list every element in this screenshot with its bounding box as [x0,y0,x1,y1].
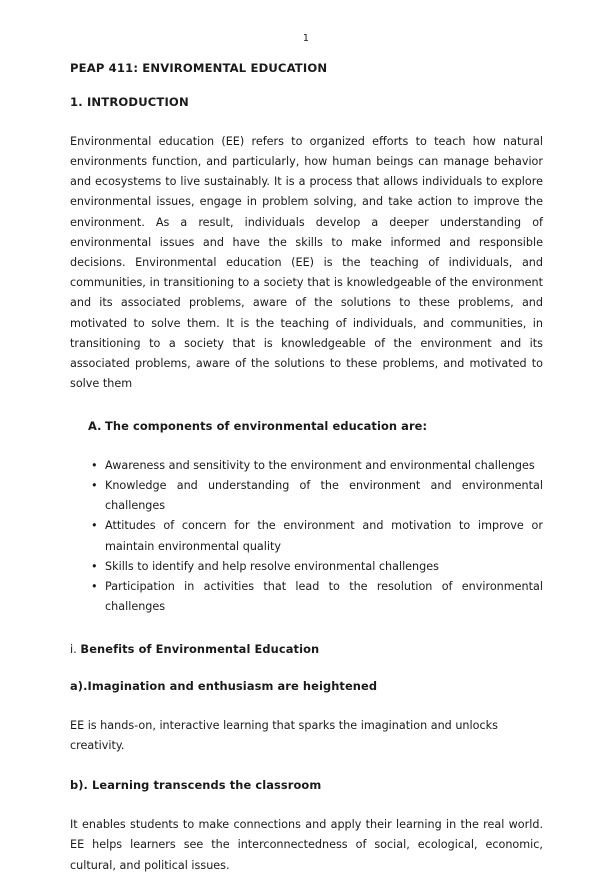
spacer [70,657,543,679]
spacer [70,434,543,456]
subsection-a-heading: a).Imagination and enthusiasm are heightened [70,679,378,694]
spacer [70,617,543,642]
components-heading [70,419,543,433]
list-item-label: Skills to identify and help resolve environmental challenges [105,559,439,573]
components-marker: A. [88,419,102,434]
list-item-label: Knowledge and understanding of the environment and environmental challenges [105,478,543,513]
list-item [70,456,543,476]
benefits-heading-label: Benefits of Environmental Education [80,642,320,657]
list-item-label: Awareness and sensitivity to the environment and environmental challenges [105,458,535,472]
subsection-b-heading: b). Learning transcends the classroom [70,778,322,793]
list-item [70,516,543,556]
bullet-icon: • [91,559,98,573]
bullet-icon: • [91,579,98,593]
page-number: 1 [302,33,310,44]
document-title: PEAP 411: ENVIROMENTAL EDUCATION [70,61,328,75]
spacer [70,694,543,716]
spacer [70,394,543,419]
introduction-paragraph: Environmental education (EE) refers to organized efforts to teach how natural environments function, and particularly, how human beings can manage behavior and ecosystems to live sustainably. It is a process that allows individuals to explore environmental issues, engage in problem solving, and take action to improve the environment. As a result, individuals develop a deeper understanding of environmental issues and have the skills to make informed and responsible decisions. Environmental education (EE) is the teaching of individuals, and communities, in transitioning to a society that is knowledgeable of the environment and its associated problems, aware of the solutions to these problems, and motivated to solve them. It is the teaching of individuals, and communities, in transitioning to a society that is knowledgeable of the environment and its associated problems, aware of the solutions to these problems, and motivated to solve them [70,134,543,391]
components-bullet-list [70,456,543,618]
benefits-heading [70,642,543,657]
list-item-label: Attitudes of concern for the environment and motivation to improve or maintain environmental quality [105,519,543,553]
list-item-label: Participation in activities that lead to the resolution of environmental challenges [105,579,543,614]
benefits-marker: i. [70,642,77,657]
spacer [70,756,543,778]
bullet-icon: • [91,519,98,533]
list-item [70,557,543,577]
components-heading-label: The components of environmental education are: [105,419,428,434]
spacer [70,793,543,815]
list-item [70,476,543,516]
bullet-icon: • [91,458,98,472]
bullet-icon: • [91,478,98,492]
section-heading-introduction: 1. INTRODUCTION [70,94,189,109]
subsection-b-body: It enables students to make connections and apply their learning in the real world. EE helps learners see the interconnectedness of social, ecological, economic, cultural, and political issues. [70,818,543,872]
subsection-a-body: EE is hands-on, interactive learning that sparks the imagination and unlocks creativity. [70,718,498,753]
list-item [70,577,543,617]
document-body [70,62,543,876]
